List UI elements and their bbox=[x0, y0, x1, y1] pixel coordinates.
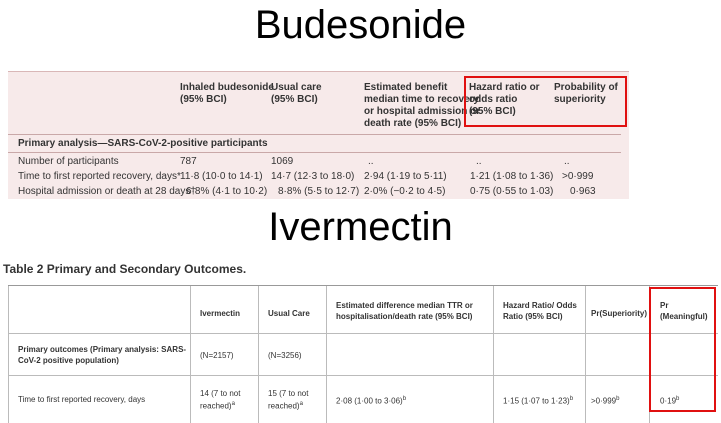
header-hazard-ratio: Hazard ratio or odds ratio (95% BCI) bbox=[469, 82, 540, 117]
header-superiority: Pr(Superiority) bbox=[591, 309, 648, 318]
grid-line bbox=[8, 333, 718, 334]
cell-usual: 14·7 (12·3 to 18·0) bbox=[271, 171, 355, 182]
cell-usual: 8·8% (5·5 to 12·7) bbox=[278, 186, 360, 197]
cell-benefit: 2·0% (−0·2 to 4·5) bbox=[364, 186, 446, 197]
cell-difference: 2·08 (1·00 to 3·06)$^b$ bbox=[336, 396, 407, 406]
header-ivermectin: Ivermectin bbox=[200, 309, 241, 318]
header-estimated-difference: Estimated difference median TTR or hospitalisation/death rate (95% BCI) bbox=[336, 301, 473, 321]
header-usual-care: Usual care (95% BCI) bbox=[271, 82, 322, 105]
ivermectin-table bbox=[8, 285, 718, 423]
cell-hazard: 0·75 (0·55 to 1·03) bbox=[470, 186, 554, 197]
grid-line bbox=[8, 286, 9, 423]
primary-outcomes-label: Primary outcomes (Primary analysis: SARS- CoV-2 positive population) bbox=[18, 345, 187, 365]
highlight-box bbox=[649, 287, 716, 412]
header-inhaled: Inhaled budesonide (95% BCI) bbox=[180, 82, 274, 105]
cell-meaningful: $0\cdot 19^b$ bbox=[660, 396, 680, 406]
divider bbox=[8, 134, 621, 135]
title-budesonide: Budesonide bbox=[254, 3, 467, 47]
grid-line bbox=[8, 375, 718, 376]
cell-inhaled: 6·8% (4·1 to 10·2) bbox=[186, 186, 268, 197]
cell-superiority: $>0\cdot 999^b$ bbox=[591, 396, 620, 406]
grid-line bbox=[585, 286, 586, 423]
header-hazard-ratio: Hazard Ratio/ Odds Ratio (95% BCI) bbox=[503, 301, 577, 321]
table-caption: Table 2 Primary and Secondary Outcomes. bbox=[3, 262, 247, 276]
cell-ivermectin: 14 (7 to not reached)$^a$ bbox=[200, 389, 241, 411]
section-label: Primary analysis—SARS-CoV-2-positive participants bbox=[18, 138, 268, 149]
cell-benefit: .. bbox=[368, 156, 374, 167]
highlight-box bbox=[464, 76, 627, 127]
header-usual-care: Usual Care bbox=[268, 309, 310, 318]
cell-benefit: 2·94 (1·19 to 5·11) bbox=[364, 171, 447, 182]
cell-inhaled: 787 bbox=[180, 156, 197, 167]
grid-line bbox=[258, 286, 259, 423]
row-label: Time to first reported recovery, days bbox=[18, 395, 146, 404]
row-label: Time to first reported recovery, days* bbox=[18, 171, 181, 182]
row-label: Number of participants bbox=[18, 156, 119, 167]
cell-usual: 15 (7 to not reached)$^a$ bbox=[268, 389, 309, 411]
cell-hazard: .. bbox=[476, 156, 482, 167]
divider bbox=[8, 152, 621, 153]
cell-inhaled: 11·8 (10·0 to 14·1) bbox=[180, 171, 263, 182]
grid-line bbox=[493, 286, 494, 423]
row-label: Hospital admission or death at 28 days† bbox=[18, 186, 196, 197]
header-estimated-benefit: Estimated benefit median time to recovery or hospital admission or death rate (95% BCI) bbox=[364, 82, 481, 129]
budesonide-table bbox=[8, 71, 629, 199]
primary-n-ivermectin: (N=2157) bbox=[200, 351, 234, 360]
cell-prob: .. bbox=[564, 156, 570, 167]
header-meaningful: Pr (Meaningful) bbox=[660, 301, 708, 321]
title-ivermectin: Ivermectin bbox=[268, 205, 453, 249]
cell-prob: 0·963 bbox=[570, 186, 596, 197]
grid-line bbox=[190, 286, 191, 423]
cell-hazard: 1·15 (1·07 to 1·23)$^b$ bbox=[503, 396, 574, 406]
cell-hazard: 1·21 (1·08 to 1·36) bbox=[470, 171, 554, 182]
primary-n-usual: (N=3256) bbox=[268, 351, 302, 360]
grid-line bbox=[326, 286, 327, 423]
header-probability: Probability of superiority bbox=[554, 82, 618, 105]
cell-prob: >0·999 bbox=[562, 171, 594, 182]
cell-usual: 1069 bbox=[271, 156, 294, 167]
